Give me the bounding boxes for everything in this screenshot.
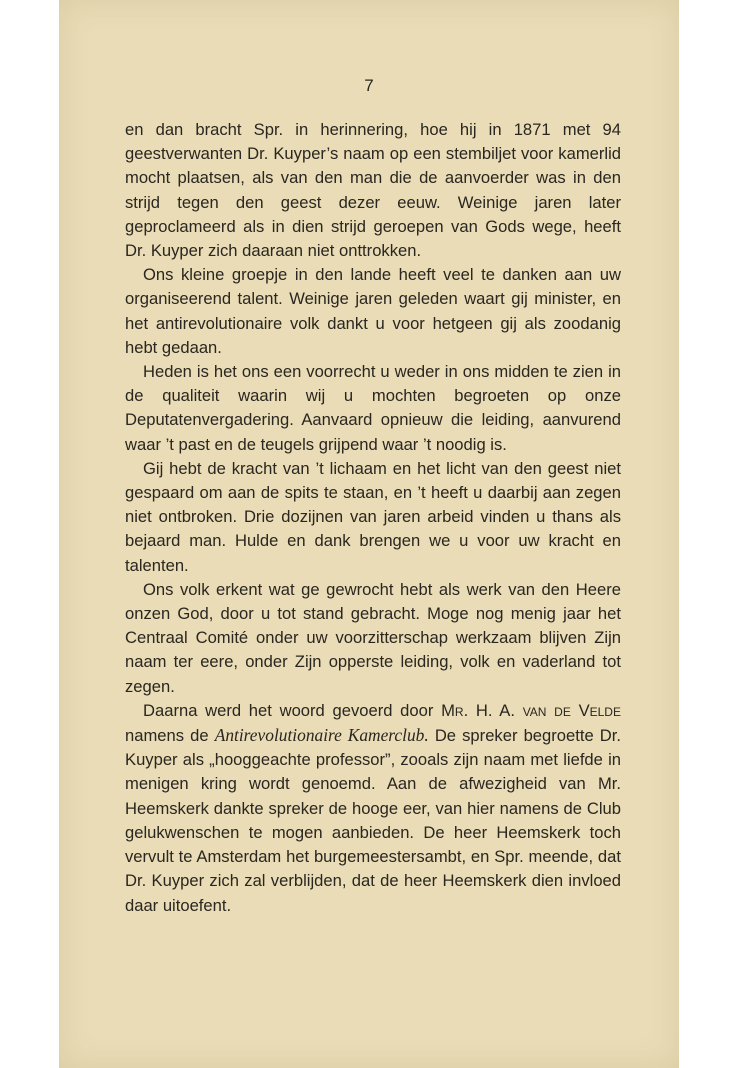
paragraph-2: Ons kleine groepje in den lande heeft veel te danken aan uw organiseerend talent. Weinige jaren geleden waart gij minister, en het antirevolutionaire volk dankt u voor hetgeen gij als zoodanig hebt gedaan.	[125, 265, 621, 357]
paragraph-1: en dan bracht Spr. in herinnering, hoe hij in 1871 met 94 geestverwanten Dr. Kuyper’s naam op een stembiljet voor kamerlid mocht plaatsen, als van den man die de aanvoerder was in den strijd tegen den geest dezer eeuw. Weinige jaren later geproclameerd als in dien strijd geroepen van Gods wege, heeft Dr. Kuyper zich daaraan niet onttrokken.	[125, 120, 621, 261]
book-page	[59, 0, 679, 1068]
paragraph-6-rest: De spreker begroette Dr. Kuyper als „hooggeachte professor”, zooals zijn naam met liefde in menigen kring wordt genoemd. Aan de afwezigheid van Mr. Heemskerk dankte spreker de hooge eer, van hier namens de Club gelukwenschen te mogen aanbieden. De heer Heemskerk toch vervult te Amsterdam het burgemeestersambt, en Spr. meende, dat Dr. Kuyper zich zal verblijden, dat de heer Heemskerk dien invloed daar uitoefent.	[125, 726, 621, 915]
speaker-name: Mr. H. A. van de Velde	[441, 700, 621, 720]
paragraph-4: Gij hebt de kracht van ’t lichaam en het licht van den geest niet gespaard om aan de spits te staan, en ’t heeft u daarbij aan zegen niet ontbroken. Drie dozijnen van jaren arbeid vinden u thans als bejaard man. Hulde en dank brengen we u voor uw kracht en talenten.	[125, 458, 621, 575]
paragraph-3: Heden is het ons een voorrecht u weder in ons midden te zien in de qualiteit waarin wij u mochten begroeten op onze Deputatenvergadering. Aanvaard opnieuw die leiding, aanvurend waar ’t past en de teugels grijpend waar ’t noodig is.	[125, 362, 621, 454]
paragraph-5: Ons volk erkent wat ge gewrocht hebt als werk van den Heere onzen God, door u tot stand gebracht. Moge nog menig jaar het Centraal Comité onder uw voorzitterschap werkzaam blijven Zijn naam ter eere, onder Zijn opperste leiding, volk en vaderland tot zegen.	[125, 579, 621, 696]
paragraph-6	[125, 699, 621, 918]
paragraph-6-namens: namens de	[125, 726, 209, 746]
page-number: 7	[364, 76, 374, 95]
paragraph-6-intro: Daarna werd het woord gevoerd door	[143, 700, 434, 720]
club-name: Antirevolutionaire Kamerclub.	[214, 725, 429, 746]
body-text	[125, 118, 621, 918]
